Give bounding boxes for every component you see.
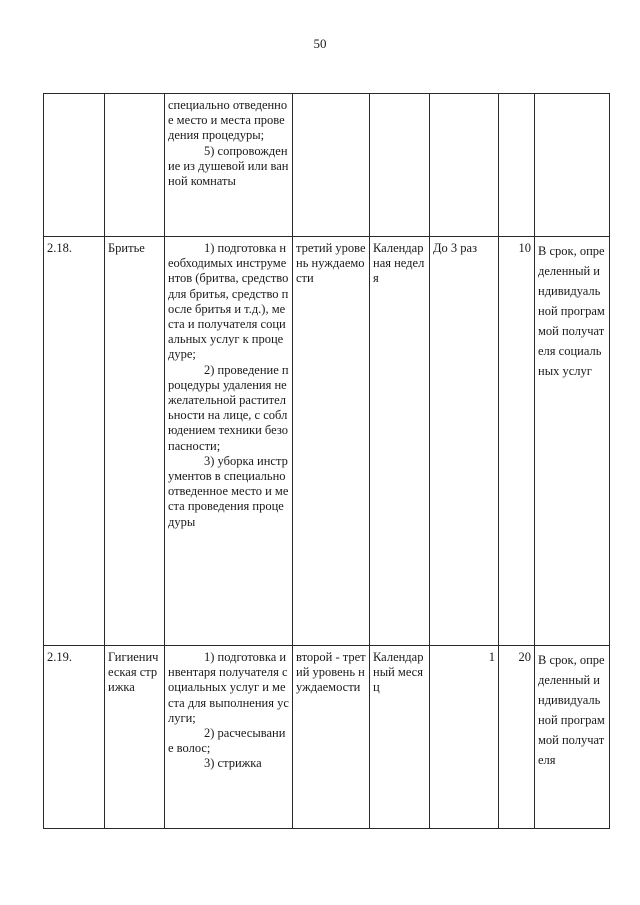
description-line: 2) проведение процедуры удаления нежелательной растительности на лице, с соблюдением техники безопасности; <box>168 362 289 453</box>
description-line: 1) подготовка инвентаря получателя социальных услуг и места для выполнения услуги; <box>168 650 289 725</box>
cell-service-name <box>105 94 165 237</box>
cell-service-name: Бритье <box>105 237 165 646</box>
page-number: 50 <box>313 36 327 51</box>
cell-service-name: Гигиеническая стрижка <box>105 646 165 829</box>
description-line: 1) подготовка необходимых инструментов (бритва, средство для бритья, средство после бритья и т.д.), места и получателя социальных услуг к процедуре; <box>168 241 292 362</box>
table-row <box>44 94 610 237</box>
cell-term <box>535 94 610 237</box>
cell-period <box>370 94 430 237</box>
cell-number: 2.18. <box>44 237 105 646</box>
description-line: 5) сопровождение из душевой или ванной комнаты <box>168 143 289 189</box>
cell-term: В срок, определенный индивидуальной программой получателя <box>535 646 610 829</box>
services-table <box>43 93 610 829</box>
cell-frequency: 1 <box>430 646 499 829</box>
description-line: 3) стрижка <box>204 756 262 771</box>
cell-description <box>165 237 293 646</box>
cell-frequency: До 3 раз <box>430 237 499 646</box>
cell-minutes: 10 <box>499 237 535 646</box>
cell-period: Календарный месяц <box>370 646 430 829</box>
cell-need-level: второй - третий уровень нуждаемости <box>293 646 370 829</box>
cell-minutes <box>499 94 535 237</box>
table-row <box>44 646 610 829</box>
cell-description <box>165 94 293 237</box>
description-line: 2) расчесывание волос; <box>168 726 286 756</box>
cell-period: Календарная неделя <box>370 237 430 646</box>
table-row <box>44 237 610 646</box>
cell-description <box>165 646 293 829</box>
cell-term: В срок, определенный индивидуальной программой получателя социальных услуг <box>535 237 610 646</box>
cell-number: 2.19. <box>44 646 105 829</box>
cell-need-level <box>293 94 370 237</box>
cell-number <box>44 94 105 237</box>
description-line: специально отведенное место и места проведения процедуры; <box>168 98 288 143</box>
cell-frequency <box>430 94 499 237</box>
cell-need-level: третий уровень нуждаемости <box>293 237 370 646</box>
description-line: 3) уборка инструментов в специально отведенное место и места проведения процедуры <box>168 453 289 529</box>
cell-minutes: 20 <box>499 646 535 829</box>
